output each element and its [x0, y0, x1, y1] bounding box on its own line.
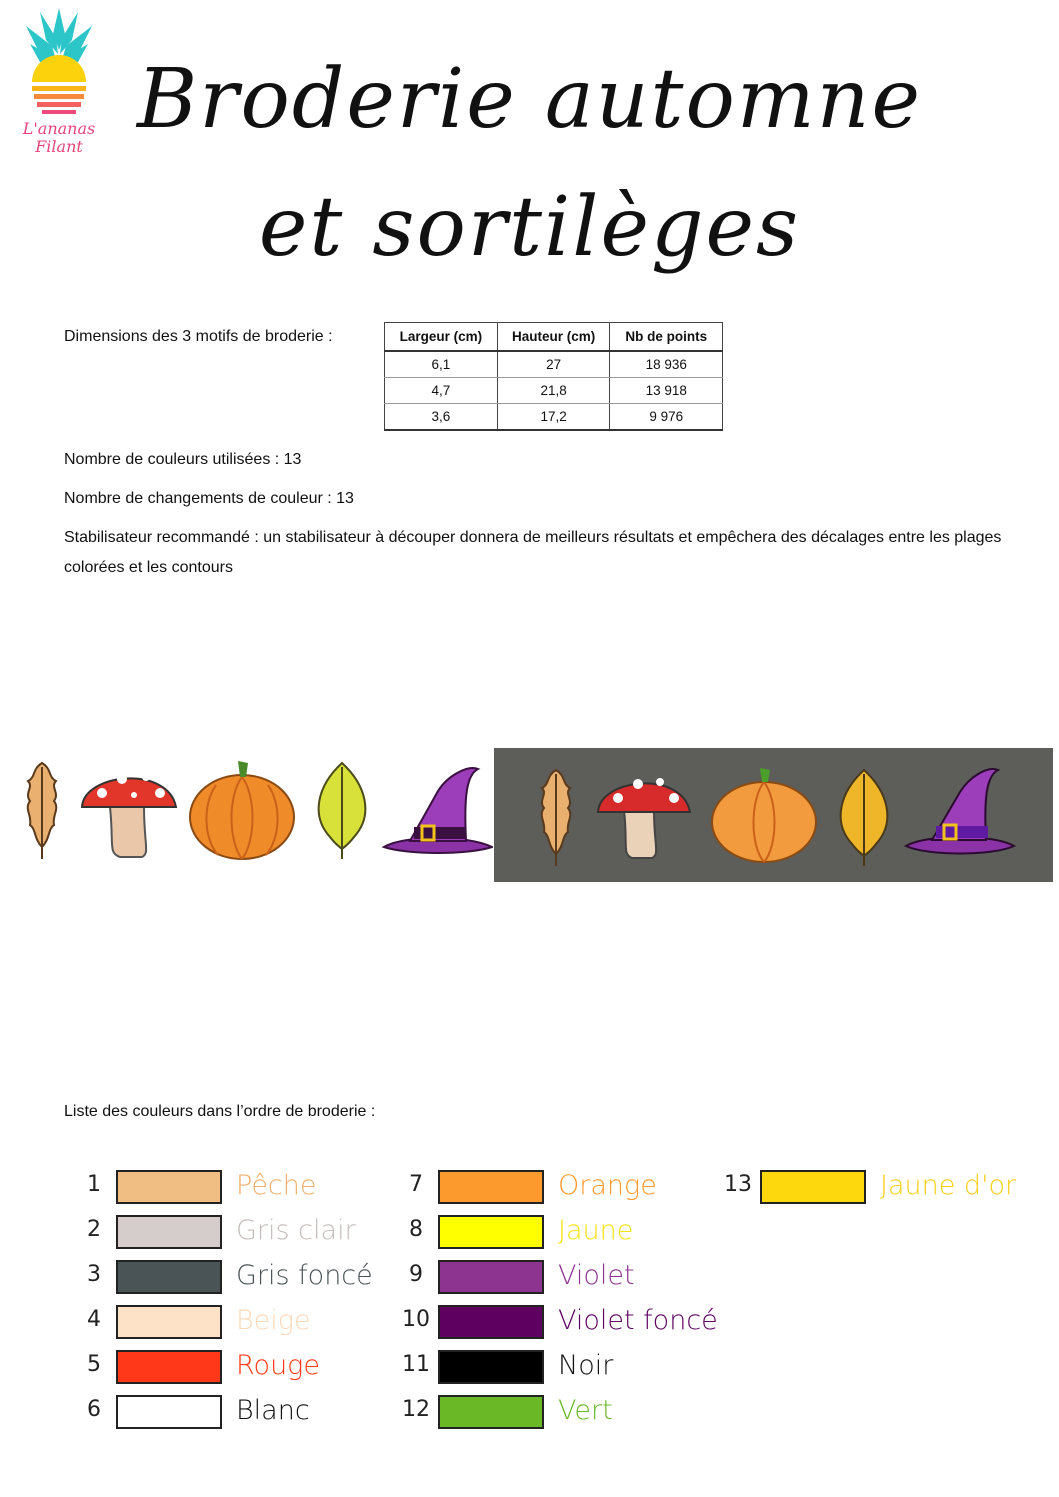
color-swatch	[438, 1305, 544, 1339]
color-list-label: Liste des couleurs dans l’ordre de broderie :	[64, 1103, 376, 1120]
color-name: Blanc	[236, 1395, 310, 1426]
color-number: 6	[87, 1397, 101, 1422]
color-swatch	[116, 1305, 222, 1339]
motif-illustrations	[18, 755, 493, 870]
dimensions-table	[384, 322, 723, 431]
color-swatch	[438, 1260, 544, 1294]
color-list-item	[396, 1303, 716, 1341]
table-cell: 18 936	[610, 351, 723, 378]
color-list-item	[74, 1393, 394, 1431]
color-number: 4	[87, 1307, 101, 1332]
dimensions-label: Dimensions des 3 motifs de broderie :	[64, 328, 333, 345]
color-name: Noir	[558, 1350, 614, 1381]
table-header-row	[385, 323, 723, 352]
color-number: 9	[409, 1262, 423, 1287]
color-swatch	[438, 1170, 544, 1204]
color-name: Jaune	[558, 1215, 634, 1246]
color-name: Vert	[558, 1395, 613, 1426]
table-header: Nb de points	[610, 323, 723, 352]
color-swatch	[438, 1215, 544, 1249]
table-row	[385, 378, 723, 404]
color-list-item	[396, 1168, 716, 1206]
color-swatch	[438, 1350, 544, 1384]
color-name: Orange	[558, 1170, 657, 1201]
color-name: Violet foncé	[558, 1305, 718, 1336]
color-name: Violet	[558, 1260, 635, 1291]
oak-leaf-icon	[28, 763, 57, 859]
color-swatch	[438, 1395, 544, 1429]
color-name: Jaune d'or	[880, 1170, 1017, 1201]
table-cell: 27	[497, 351, 610, 378]
table-cell: 4,7	[385, 378, 498, 404]
color-list-item	[74, 1348, 394, 1386]
color-swatch	[116, 1215, 222, 1249]
color-number: 3	[87, 1262, 101, 1287]
color-list-item	[74, 1168, 394, 1206]
color-swatch	[116, 1170, 222, 1204]
colors-used-text: Nombre de couleurs utilisées : 13	[64, 451, 302, 468]
table-cell: 17,2	[497, 404, 610, 431]
logo-text-line1: L'ananas	[22, 119, 96, 138]
color-number: 12	[402, 1397, 430, 1422]
color-list-item	[396, 1348, 716, 1386]
table-row	[385, 404, 723, 431]
stabilizer-text: Stabilisateur recommandé : un stabilisateur à découper donnera de meilleurs résultats et empêchera des décalages entre les plages colorées et les contours	[64, 529, 1002, 576]
table-cell: 3,6	[385, 404, 498, 431]
color-number: 7	[409, 1172, 423, 1197]
color-number: 11	[402, 1352, 430, 1377]
color-name: Beige	[236, 1305, 311, 1336]
color-swatch	[116, 1260, 222, 1294]
mushroom-icon	[82, 773, 176, 857]
color-list-item	[396, 1258, 716, 1296]
color-list-item	[74, 1213, 394, 1251]
table-row	[385, 351, 723, 378]
page-title-line1: Broderie automne	[137, 52, 922, 147]
table-cell: 13 918	[610, 378, 723, 404]
table-cell: 9 976	[610, 404, 723, 431]
color-changes-text: Nombre de changements de couleur : 13	[64, 490, 354, 507]
color-number: 13	[724, 1172, 752, 1197]
color-swatch	[116, 1350, 222, 1384]
table-cell: 6,1	[385, 351, 498, 378]
color-name: Gris foncé	[236, 1260, 373, 1291]
color-list-item	[718, 1168, 1038, 1206]
pumpkin-icon	[190, 761, 294, 859]
color-name: Pêche	[236, 1170, 317, 1201]
color-swatch	[760, 1170, 866, 1204]
embroidery-photo	[494, 748, 1053, 882]
color-number: 8	[409, 1217, 423, 1242]
color-list-item	[396, 1213, 716, 1251]
color-number: 10	[402, 1307, 430, 1332]
color-name: Gris clair	[236, 1215, 356, 1246]
color-list-item	[74, 1303, 394, 1341]
table-cell: 21,8	[497, 378, 610, 404]
page-title-line2: et sortilèges	[258, 180, 801, 275]
table-header: Largeur (cm)	[385, 323, 498, 352]
color-name: Rouge	[236, 1350, 320, 1381]
table-header: Hauteur (cm)	[497, 323, 610, 352]
color-swatch	[116, 1395, 222, 1429]
logo-text-line2: Filant	[35, 137, 83, 156]
color-number: 5	[87, 1352, 101, 1377]
color-list-item	[396, 1393, 716, 1431]
color-number: 1	[87, 1172, 101, 1197]
embroidery-photo-motifs	[494, 748, 1053, 882]
birch-leaf-icon	[319, 763, 366, 859]
color-list-item	[74, 1258, 394, 1296]
witch-hat-icon	[384, 768, 492, 853]
color-number: 2	[87, 1217, 101, 1242]
